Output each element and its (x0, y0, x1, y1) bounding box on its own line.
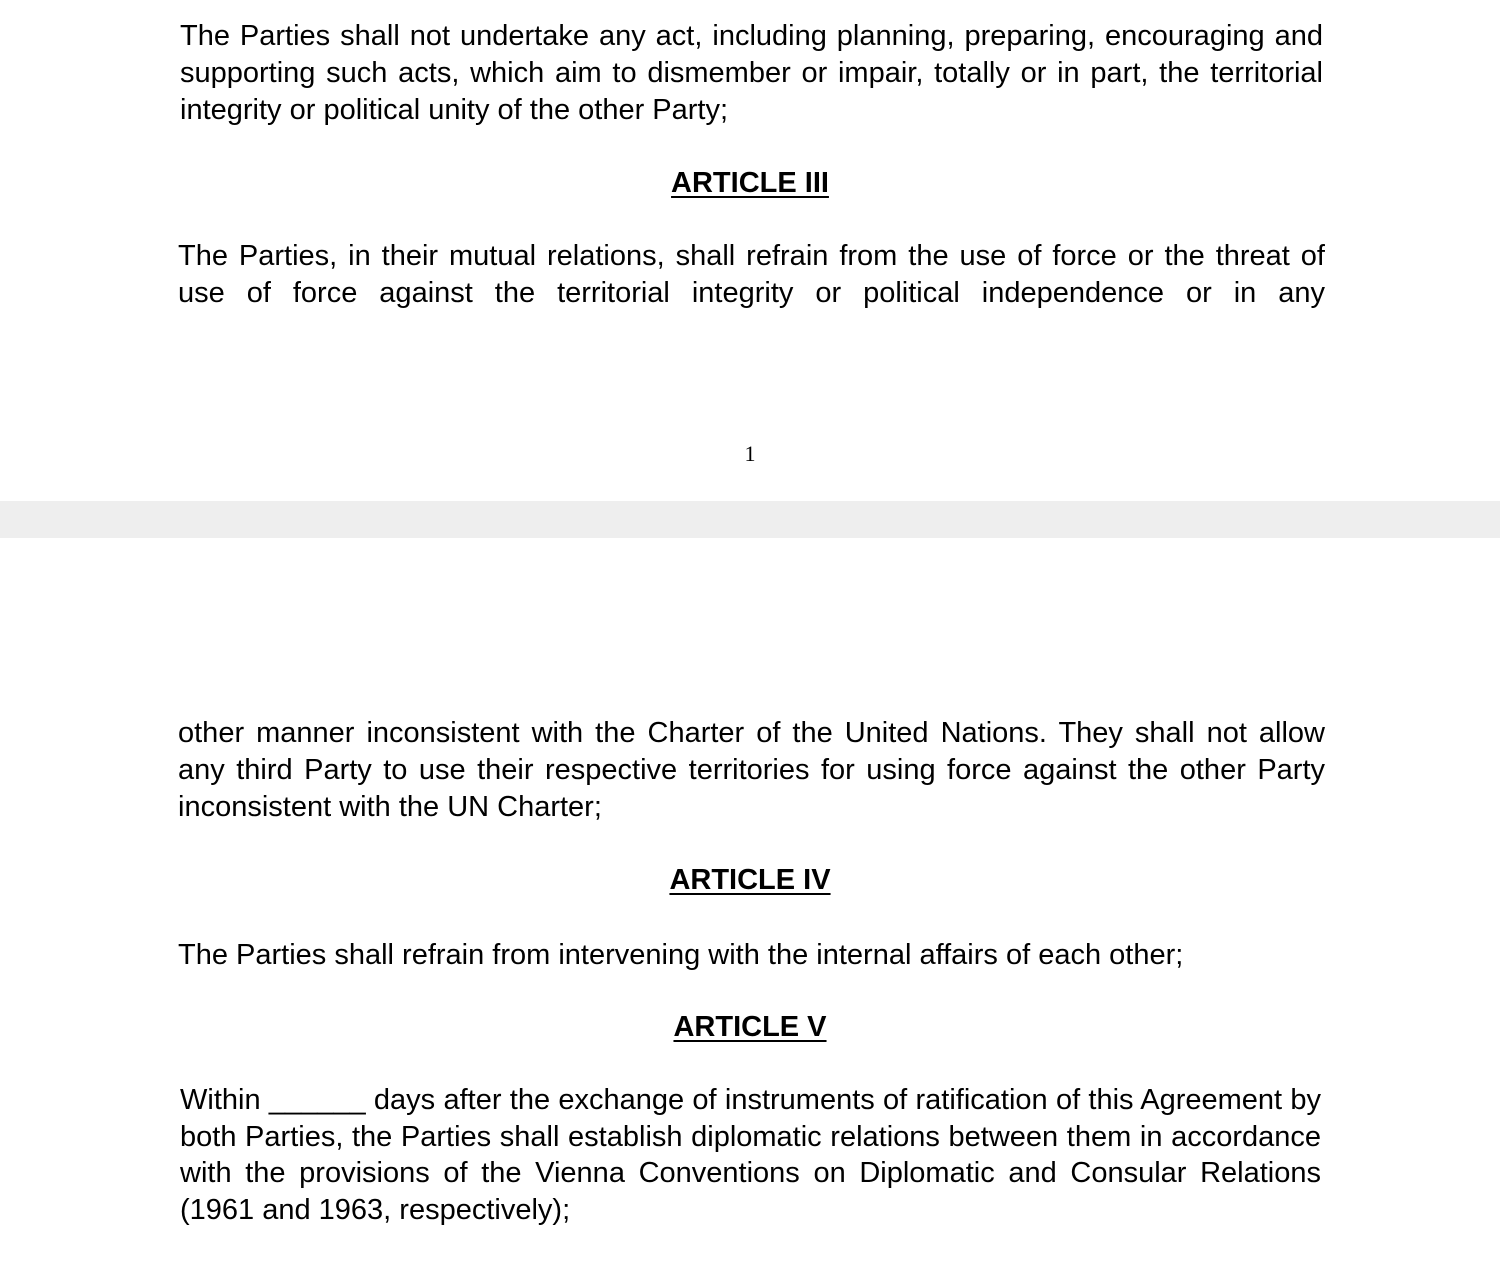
article-5-heading (0, 1009, 1500, 1046)
document-page-2 (0, 538, 1500, 1268)
article-5-paragraph (180, 1082, 1321, 1228)
article-2-tail-paragraph: The Parties shall not undertake any act, including planning, preparing, encouraging and supporting such acts, which aim to dismember or impair, totally or in part, the territorial integrity or political unity of the other Party; (180, 20, 1323, 126)
article-4-heading (0, 862, 1500, 899)
article-5-rest: days after the exchange of instruments of ratification of this Agreement by both Parties, the Parties shall establish diplomatic relations between them in accordance with the provisions of the Vienna Conventions on Diplomatic and Consular Relations (1961 and 1963, respectively); (180, 1084, 1321, 1226)
article-4-paragraph: The Parties shall refrain from intervening with the internal affairs of each other; (178, 939, 1184, 971)
article-3-paragraph-continued: other manner inconsistent with the Charter of the United Nations. They shall not allow any third Party to use their respective territories for using force against the other Party inconsistent with the UN Charter; (178, 717, 1325, 823)
page-number: 1 (744, 441, 756, 466)
page-separator (0, 501, 1500, 538)
document-page-1 (0, 0, 1500, 501)
article-5-heading-text: ARTICLE V (673, 1011, 827, 1043)
article-5-within: Within (180, 1084, 261, 1116)
article-3-paragraph-start: The Parties, in their mutual relations, shall refrain from the use of force or the threat of use of force against the territorial integrity or political independence or in any (178, 240, 1325, 309)
article-5-blank-field: ______ (268, 1084, 366, 1116)
article-3-heading (0, 165, 1500, 202)
article-3-heading-text: ARTICLE III (671, 167, 829, 199)
article-4-heading-text: ARTICLE IV (669, 864, 831, 896)
